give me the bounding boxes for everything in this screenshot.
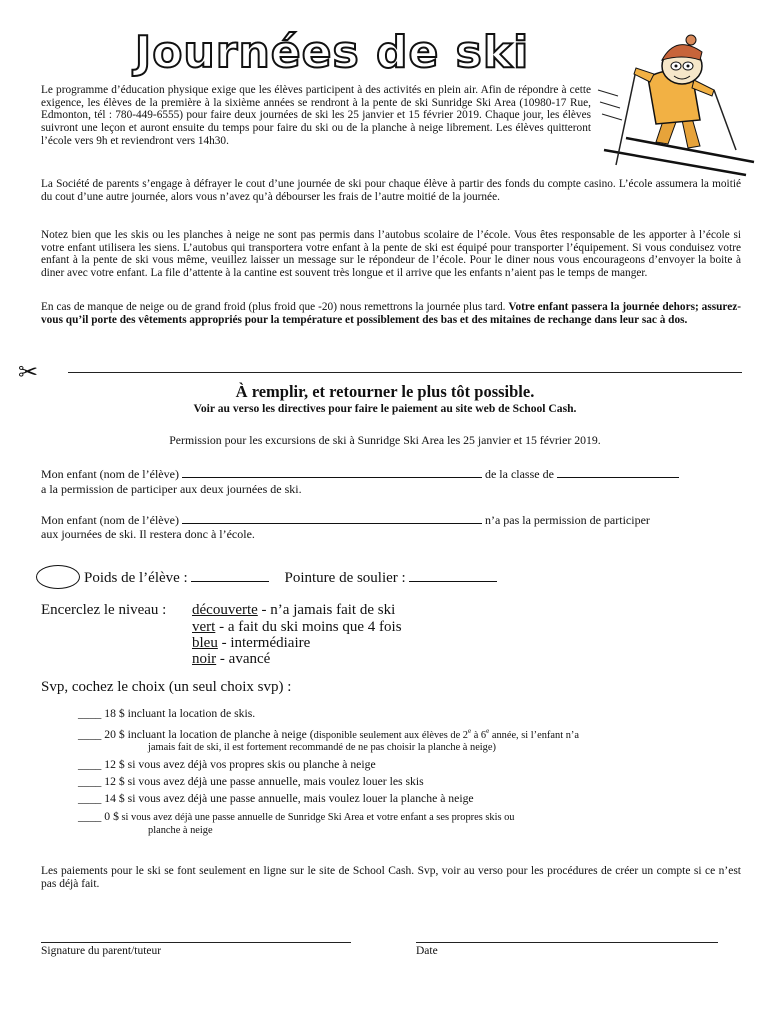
intro-paragraph-2: La Société de parents s’engage à défrayer le cout d’une journée de ski pour chaque élève à partir des fonds du compte casino. L’école assumera la moitié du cout d’une autre journée, alors vous n’avez qu’à débourser les frais de l’autre moitié de la journée. <box>41 178 741 203</box>
yes-label-c: a la permission de participer aux deux journées de ski. <box>41 482 302 496</box>
form-heading: À remplir, et retourner le plus tôt possible. <box>235 382 535 401</box>
option-checkbox[interactable]: ____ <box>78 707 102 720</box>
option-checkbox[interactable]: ____ <box>78 792 102 805</box>
form-subheading: Voir au verso les directives pour faire le paiement au site web de School Cash. <box>193 402 577 415</box>
weight-shoe-row <box>84 569 684 587</box>
intro-paragraph-1: Le programme d’éducation physique exige que les élèves participent à des activités en plein air. Afin de répondre à cette exigence, les élèves de la première à la sixième années se rendront à la pente de ski Sunridge Ski Area (10980-17 Rue, Edmonton, tél : 780-449-6555) pour faire deux journées de ski les 25 janvier et 15 février 2019. Chaque jour, les élèves suivront une leçon et auront ensuite du temps pour faire du ski ou de la planche à neige librement. Les élèves quitteront l’école vers 9h et reviendront vers 14h30. <box>41 84 591 147</box>
option-pass-own-equipment[interactable]: ____ 0 $ si vous avez déjà une passe annuelle de Sunridge Ski Area et votre enfant a ses propres skis ou <box>78 810 515 823</box>
option-own-equipment[interactable]: ____ 12 $ si vous avez déjà vos propres skis ou planche à neige <box>78 758 376 771</box>
option-pass-snowboard-rental[interactable]: ____ 14 $ si vous avez déjà une passe annuelle, mais voulez louer la planche à neige <box>78 792 474 805</box>
weather-note: En cas de manque de neige ou de grand froid (plus froid que -20) nous remettrons la journée plus tard. <box>41 301 509 313</box>
permission-line: Permission pour les excursions de ski à Sunridge Ski Area les 25 janvier et 15 février 2019. <box>169 433 601 447</box>
option-checkbox[interactable]: ____ <box>78 758 102 771</box>
no-label-c: aux journées de ski. Il restera donc à l’école. <box>41 527 255 541</box>
signature-line[interactable] <box>41 942 351 943</box>
option-snowboard-note: jamais fait de ski, il est fortement recommandé de ne pas choisir la planche à neige) <box>148 742 496 753</box>
no-label-a: Mon enfant (nom de l’élève) <box>41 513 179 527</box>
student-name-field[interactable] <box>182 467 482 478</box>
option-checkbox[interactable]: ____ <box>78 810 102 823</box>
level-label: Encerclez le niveau : <box>41 602 167 618</box>
scissors-icon: ✂ <box>18 358 39 386</box>
level-decouverte[interactable]: découverte - n’a jamais fait de ski <box>192 602 396 618</box>
level-bleu[interactable]: bleu - intermédiaire <box>192 635 311 651</box>
choice-label: Svp, cochez le choix (un seul choix svp) : <box>41 679 292 695</box>
no-label-b: n’a pas la permission de participer <box>484 513 650 527</box>
signature-label: Signature du parent/tuteur <box>41 945 162 957</box>
skier-illustration-icon <box>596 30 756 180</box>
page-title: Journées de ski <box>134 27 530 78</box>
date-line[interactable] <box>416 942 718 943</box>
permission-no-row <box>41 513 751 527</box>
payment-note: Les paiements pour le ski se font seulement en ligne sur le site de School Cash. Svp, voir au verso pour les procédures de créer un compte si ce n’est pas déjà fait. <box>41 865 741 890</box>
option-checkbox[interactable]: ____ <box>78 727 102 741</box>
level-vert[interactable]: vert - a fait du ski moins que 4 fois <box>192 619 402 635</box>
permission-yes-row <box>41 467 751 481</box>
option-ski-rental[interactable]: ____ 18 $ incluant la location de skis. <box>78 707 256 720</box>
cut-line <box>68 372 742 373</box>
option-checkbox[interactable]: ____ <box>78 775 102 788</box>
intro-paragraph-4 <box>41 301 741 326</box>
decorative-oval <box>36 565 80 589</box>
clothing-warning: Votre enfant passera la journée dehors; assurez-vous qu’il porte des vêtements appropriés pour la température et possiblement des bas et des mitaines de rechange dans leur sac à dos. <box>41 301 741 326</box>
yes-label-a: Mon enfant (nom de l’élève) <box>41 467 179 481</box>
student-name-no-field[interactable] <box>182 513 482 524</box>
option-pass-own-equipment-cont: planche à neige <box>148 825 213 836</box>
date-label: Date <box>416 945 438 957</box>
level-noir[interactable]: noir - avancé <box>192 651 271 667</box>
weight-field[interactable] <box>191 569 269 582</box>
option-pass-ski-rental[interactable]: ____ 12 $ si vous avez déjà une passe annuelle, mais voulez louer les skis <box>78 775 424 788</box>
shoe-size-field[interactable] <box>409 569 497 582</box>
yes-label-b: de la classe de <box>484 467 554 481</box>
intro-paragraph-3: Notez bien que les skis ou les planches à neige ne sont pas permis dans l’autobus scolaire de l’école. Vous êtes responsable de les apporter à l’école si votre enfant utilisera les siens. L’autobus qui transportera votre enfant à la pente de ski est équipé pour transporter l’équipement. Si vous conduisez votre enfant à la pente de ski vous même, veuillez laisser un message sur le répondeur de l’école. Pour le diner nous vous encourageons d’envoyer la boite à diner avec votre enfant. La file d’attente à la cantine est souvent très longue et il arrive que les enfants n’aient pas le temps de manger. <box>41 229 741 280</box>
class-field[interactable] <box>557 467 679 478</box>
option-snowboard-rental[interactable]: ____ 20 $ incluant la location de planche à neige (disponible seulement aux élèves de 2e à 6e année, si l’enfant n’a <box>78 727 579 741</box>
shoe-size-label: Pointure de soulier : <box>284 570 406 586</box>
weight-label: Poids de l’élève : <box>84 570 188 586</box>
